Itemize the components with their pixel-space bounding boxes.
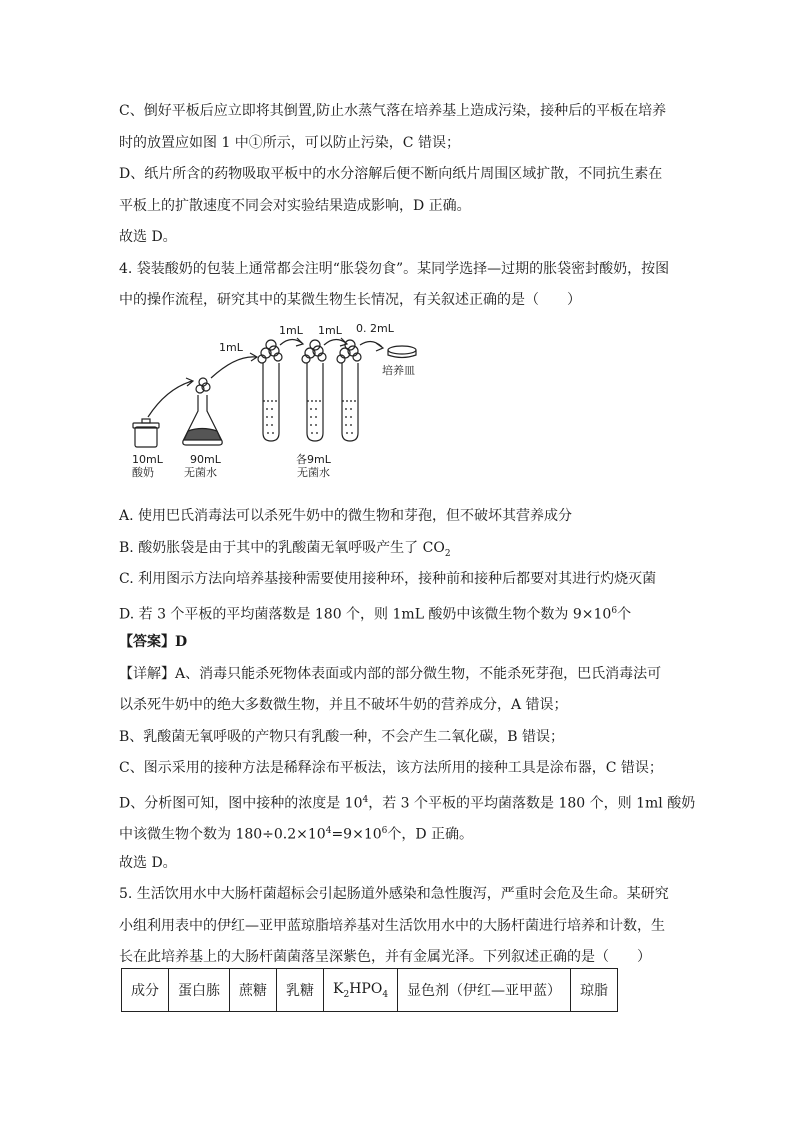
transfer-arrow-icon <box>148 381 192 417</box>
option-c-explanation-line1: C、倒好平板后应立即将其倒置,防止水蒸气落在培养基上造成污染，接种后的平板在培养 <box>119 103 667 119</box>
yogurt-label: 酸奶 <box>132 466 154 479</box>
volume-label-1: 1mL <box>219 341 243 354</box>
option-d-unit: 个 <box>617 606 632 623</box>
flask-volume-label: 90mL <box>190 453 221 466</box>
table-cell: 蔗糖 <box>230 969 277 1012</box>
option-d-explanation-line1: D、纸片所含的药物吸取平板中的水分溶解后便不断向纸片周围区域扩散，不同抗生素在 <box>119 166 663 182</box>
explanation-d-superscript-3: 6 <box>381 826 388 836</box>
formula-hpo: HPO <box>349 980 383 997</box>
test-tube-1-icon <box>258 340 282 441</box>
answer-line: 【答案】D <box>119 634 188 650</box>
question-4-stem-line1: 4. 袋装酸奶的包装上通常都会注明“胀袋勿食”。某同学选择—过期的胀袋密封酸奶，按图 <box>119 261 670 277</box>
volume-label-4: 0. 2mL <box>356 322 394 335</box>
test-tube-2-icon <box>302 340 326 441</box>
option-b <box>119 538 679 564</box>
question-5-stem-line1: 5. 生活饮用水中大肠杆菌超标会引起肠道外感染和急性腹泻，严重时会危及生命。某研究 <box>119 886 669 902</box>
flask-label: 无菌水 <box>184 466 217 479</box>
petri-dish-label: 培养皿 <box>382 364 415 377</box>
option-b-text: B. 酸奶胀袋是由于其中的乳酸菌无氧呼吸产生了 CO <box>119 540 445 556</box>
explanation-c: C、图示采用的接种方法是稀释涂布平板法，该方法所用的接种工具是涂布器，C 错误； <box>119 760 663 776</box>
table-cell: 蛋白胨 <box>169 969 230 1012</box>
yogurt-cup-icon <box>133 419 159 447</box>
choice-summary: 故选 D。 <box>119 229 177 245</box>
formula-sub-2: 2 <box>343 989 350 1000</box>
formula-sub-4: 4 <box>382 989 389 1000</box>
petri-dish-icon <box>388 346 416 358</box>
table-cell: 显色剂（伊红—亚甲蓝） <box>398 969 571 1012</box>
option-d-text: D. 若 3 个平板的平均菌落数是 180 个，则 1mL 酸奶中该微生物个数为 9×10 <box>119 606 612 623</box>
explanation-d-text-4: =9×10 <box>331 826 382 843</box>
explanation-d-text-5: 个，D 正确。 <box>387 826 474 843</box>
table-row <box>122 969 618 1012</box>
explanation-d-text-1: D、分析图可知，图中接种的浓度是 10 <box>119 795 363 812</box>
question-4-stem-line2: 中的操作流程，研究其中的某微生物生长情况，有关叙述正确的是（ ） <box>119 292 581 308</box>
option-d-explanation-line2: 平板上的扩散速度不同会对实验结果造成影响，D 正确。 <box>119 198 471 214</box>
question-5-stem-line3: 长在此培养基上的大肠杆菌菌落呈深紫色，并有金属光泽。下列叙述正确的是（ ） <box>119 949 651 965</box>
volume-label-2: 1mL <box>279 324 303 337</box>
explanation-d-text-3: 中该微生物个数为 180÷0.2×10 <box>119 826 326 843</box>
explanation-d-line1 <box>119 790 696 814</box>
yogurt-volume-label: 10mL <box>132 453 163 466</box>
table-cell-header: 成分 <box>122 969 169 1012</box>
formula-k: K <box>333 980 344 997</box>
option-d-superscript: 6 <box>611 606 618 616</box>
question-5-stem-line2: 小组利用表中的伊红—亚甲蓝琼脂培养基对生活饮用水中的大肠杆菌进行培养和计数，生 <box>119 918 665 934</box>
explanation-a-line2: 以杀死牛奶中的绝大多数微生物，并且不破坏牛奶的营养成分，A 错误； <box>119 697 568 713</box>
explanation-d-line2 <box>119 821 679 845</box>
medium-composition-table <box>121 968 618 1012</box>
option-b-subscript: 2 <box>444 548 451 559</box>
explanation-b: B、乳酸菌无氧呼吸的产物只有乳酸一种，不会产生二氧化碳，B 错误； <box>119 729 565 745</box>
test-tube-3-icon <box>337 340 361 441</box>
flask-icon <box>183 378 222 445</box>
volume-label-3: 1mL <box>318 324 342 337</box>
choice-summary-2: 故选 D。 <box>119 855 177 871</box>
transfer-arrow-icon <box>211 357 256 378</box>
option-d <box>119 601 679 625</box>
table-cell <box>324 969 398 1012</box>
option-c-explanation-line2: 时的放置应如图 1 中①所示，可以防止污染，C 错误； <box>119 135 460 151</box>
experiment-flow-figure <box>126 323 466 483</box>
option-c: C. 利用图示方法向培养基接种需要使用接种环，接种前和接种后都要对其进行灼烧灭菌 <box>119 571 657 587</box>
explanation-d-superscript-1: 4 <box>362 795 369 805</box>
tubes-volume-label: 各9mL <box>296 453 331 466</box>
explanation-a-line1: 【详解】A、消毒只能杀死物体表面或内部的部分微生物，不能杀死芽孢，巴氏消毒法可 <box>119 666 662 682</box>
tubes-label: 无菌水 <box>297 466 330 479</box>
option-a: A. 使用巴氏消毒法可以杀死牛奶中的微生物和芽孢，但不破坏其营养成分 <box>119 508 573 524</box>
table-cell: 乳糖 <box>277 969 324 1012</box>
explanation-d-text-2: ，若 3 个平板的平均菌落数是 180 个，则 1ml 酸奶 <box>368 795 696 812</box>
explanation-d-superscript-2: 4 <box>325 826 332 836</box>
table-cell: 琼脂 <box>571 969 618 1012</box>
